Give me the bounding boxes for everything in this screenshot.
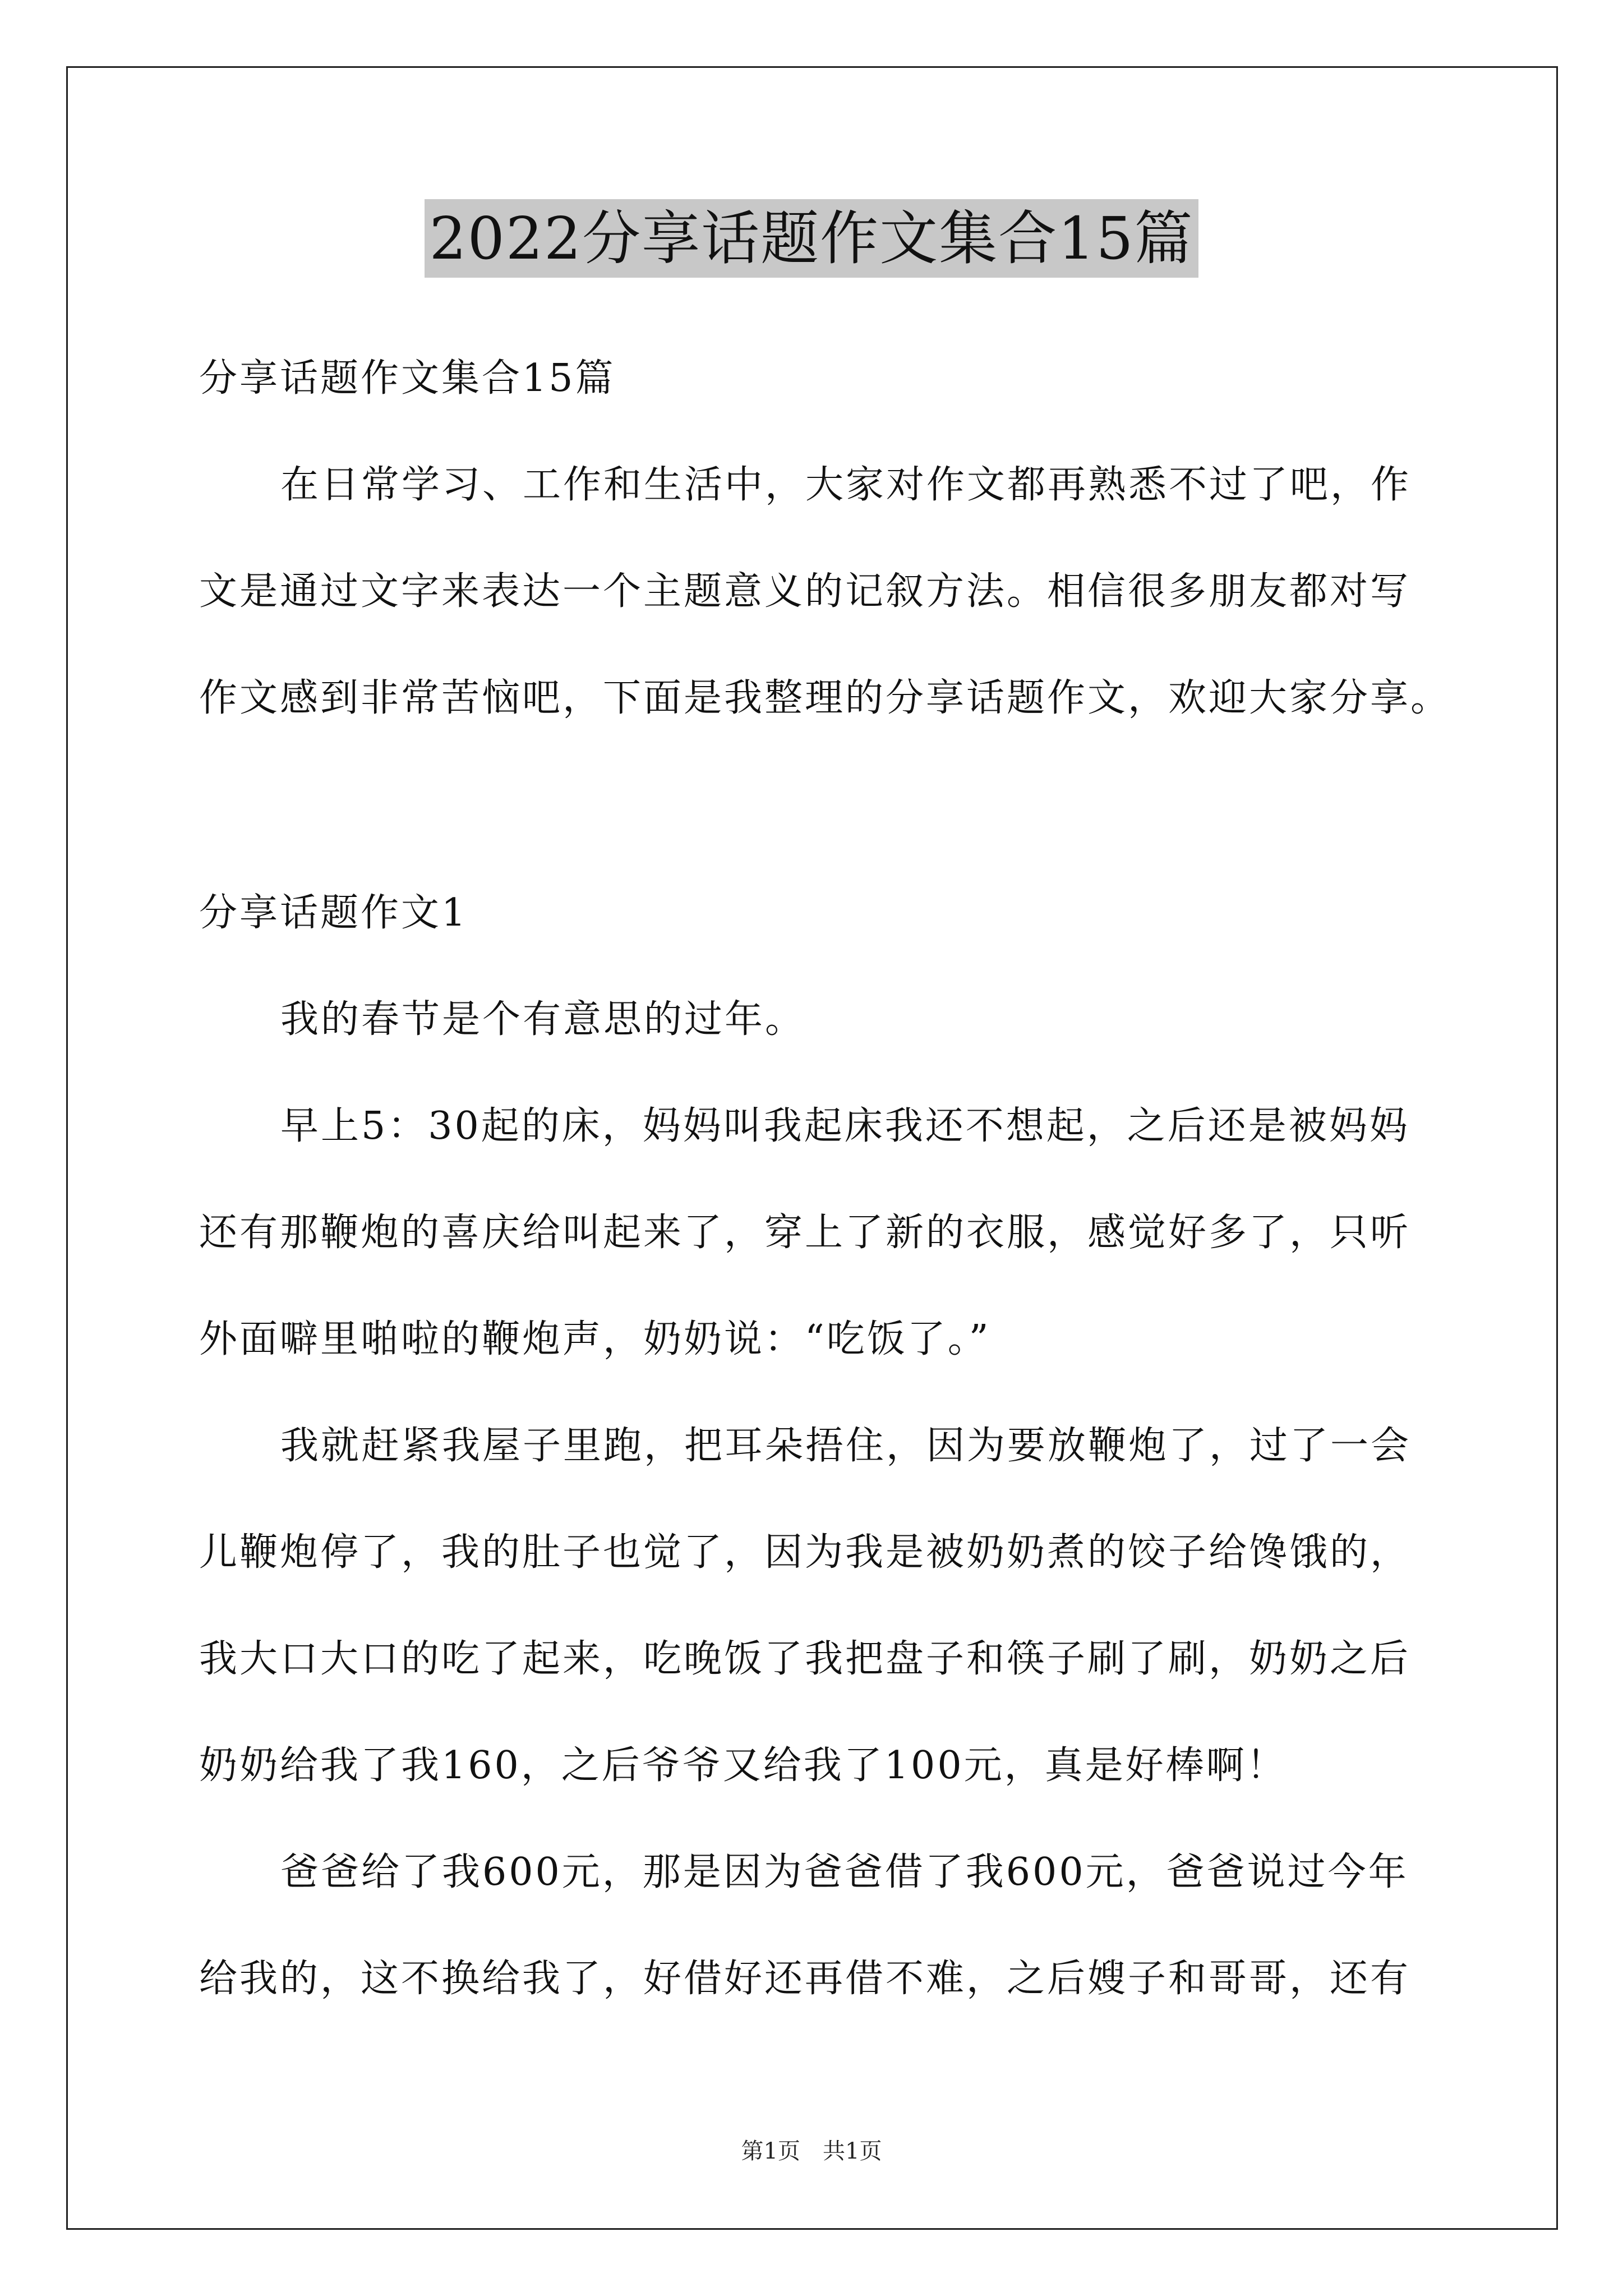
- body-line: 外面噼里啪啦的鞭炮声，奶奶说：“吃饭了。”: [199, 1317, 991, 1361]
- body-line: 还有那鞭炮的喜庆给叫起来了，穿上了新的衣服，感觉好多了，只听: [199, 1211, 1411, 1255]
- section-heading: 分享话题作文1: [199, 891, 468, 935]
- body-line: 我大口大口的吃了起来，吃晚饭了我把盘子和筷子刷了刷，奶奶之后: [199, 1637, 1411, 1681]
- title-container: [0, 199, 1623, 278]
- page-footer: 第1页 共1页: [741, 2138, 882, 2164]
- body-line: 我就赶紧我屋子里跑，把耳朵捂住，因为要放鞭炮了，过了一会: [280, 1424, 1412, 1468]
- subtitle: 分享话题作文集合15篇: [199, 356, 616, 401]
- intro-line: 作文感到非常苦恼吧，下面是我整理的分享话题作文，欢迎大家分享。: [199, 676, 1451, 720]
- intro-line: 文是通过文字来表达一个主题意义的记叙方法。相信很多朋友都对写: [199, 569, 1411, 614]
- body-line: 给我的，这不换给我了，好借好还再借不难，之后嫂子和哥哥，还有: [199, 1957, 1411, 2001]
- body-line: 儿鞭炮停了，我的肚子也觉了，因为我是被奶奶煮的饺子给馋饿的，: [199, 1530, 1411, 1575]
- body-line: 早上5：30起的床，妈妈叫我起床我还不想起，之后还是被妈妈: [280, 1104, 1410, 1148]
- intro-line: 在日常学习、工作和生活中，大家对作文都再熟悉不过了吧，作: [280, 463, 1412, 507]
- body-line: 爸爸给了我600元，那是因为爸爸借了我600元，爸爸说过今年: [280, 1850, 1409, 1894]
- body-line: 奶奶给我了我160，之后爷爷又给我了100元，真是好棒啊！: [199, 1743, 1287, 1788]
- body-line: 我的春节是个有意思的过年。: [280, 997, 806, 1042]
- document-title: 2022分享话题作文集合15篇: [425, 199, 1198, 278]
